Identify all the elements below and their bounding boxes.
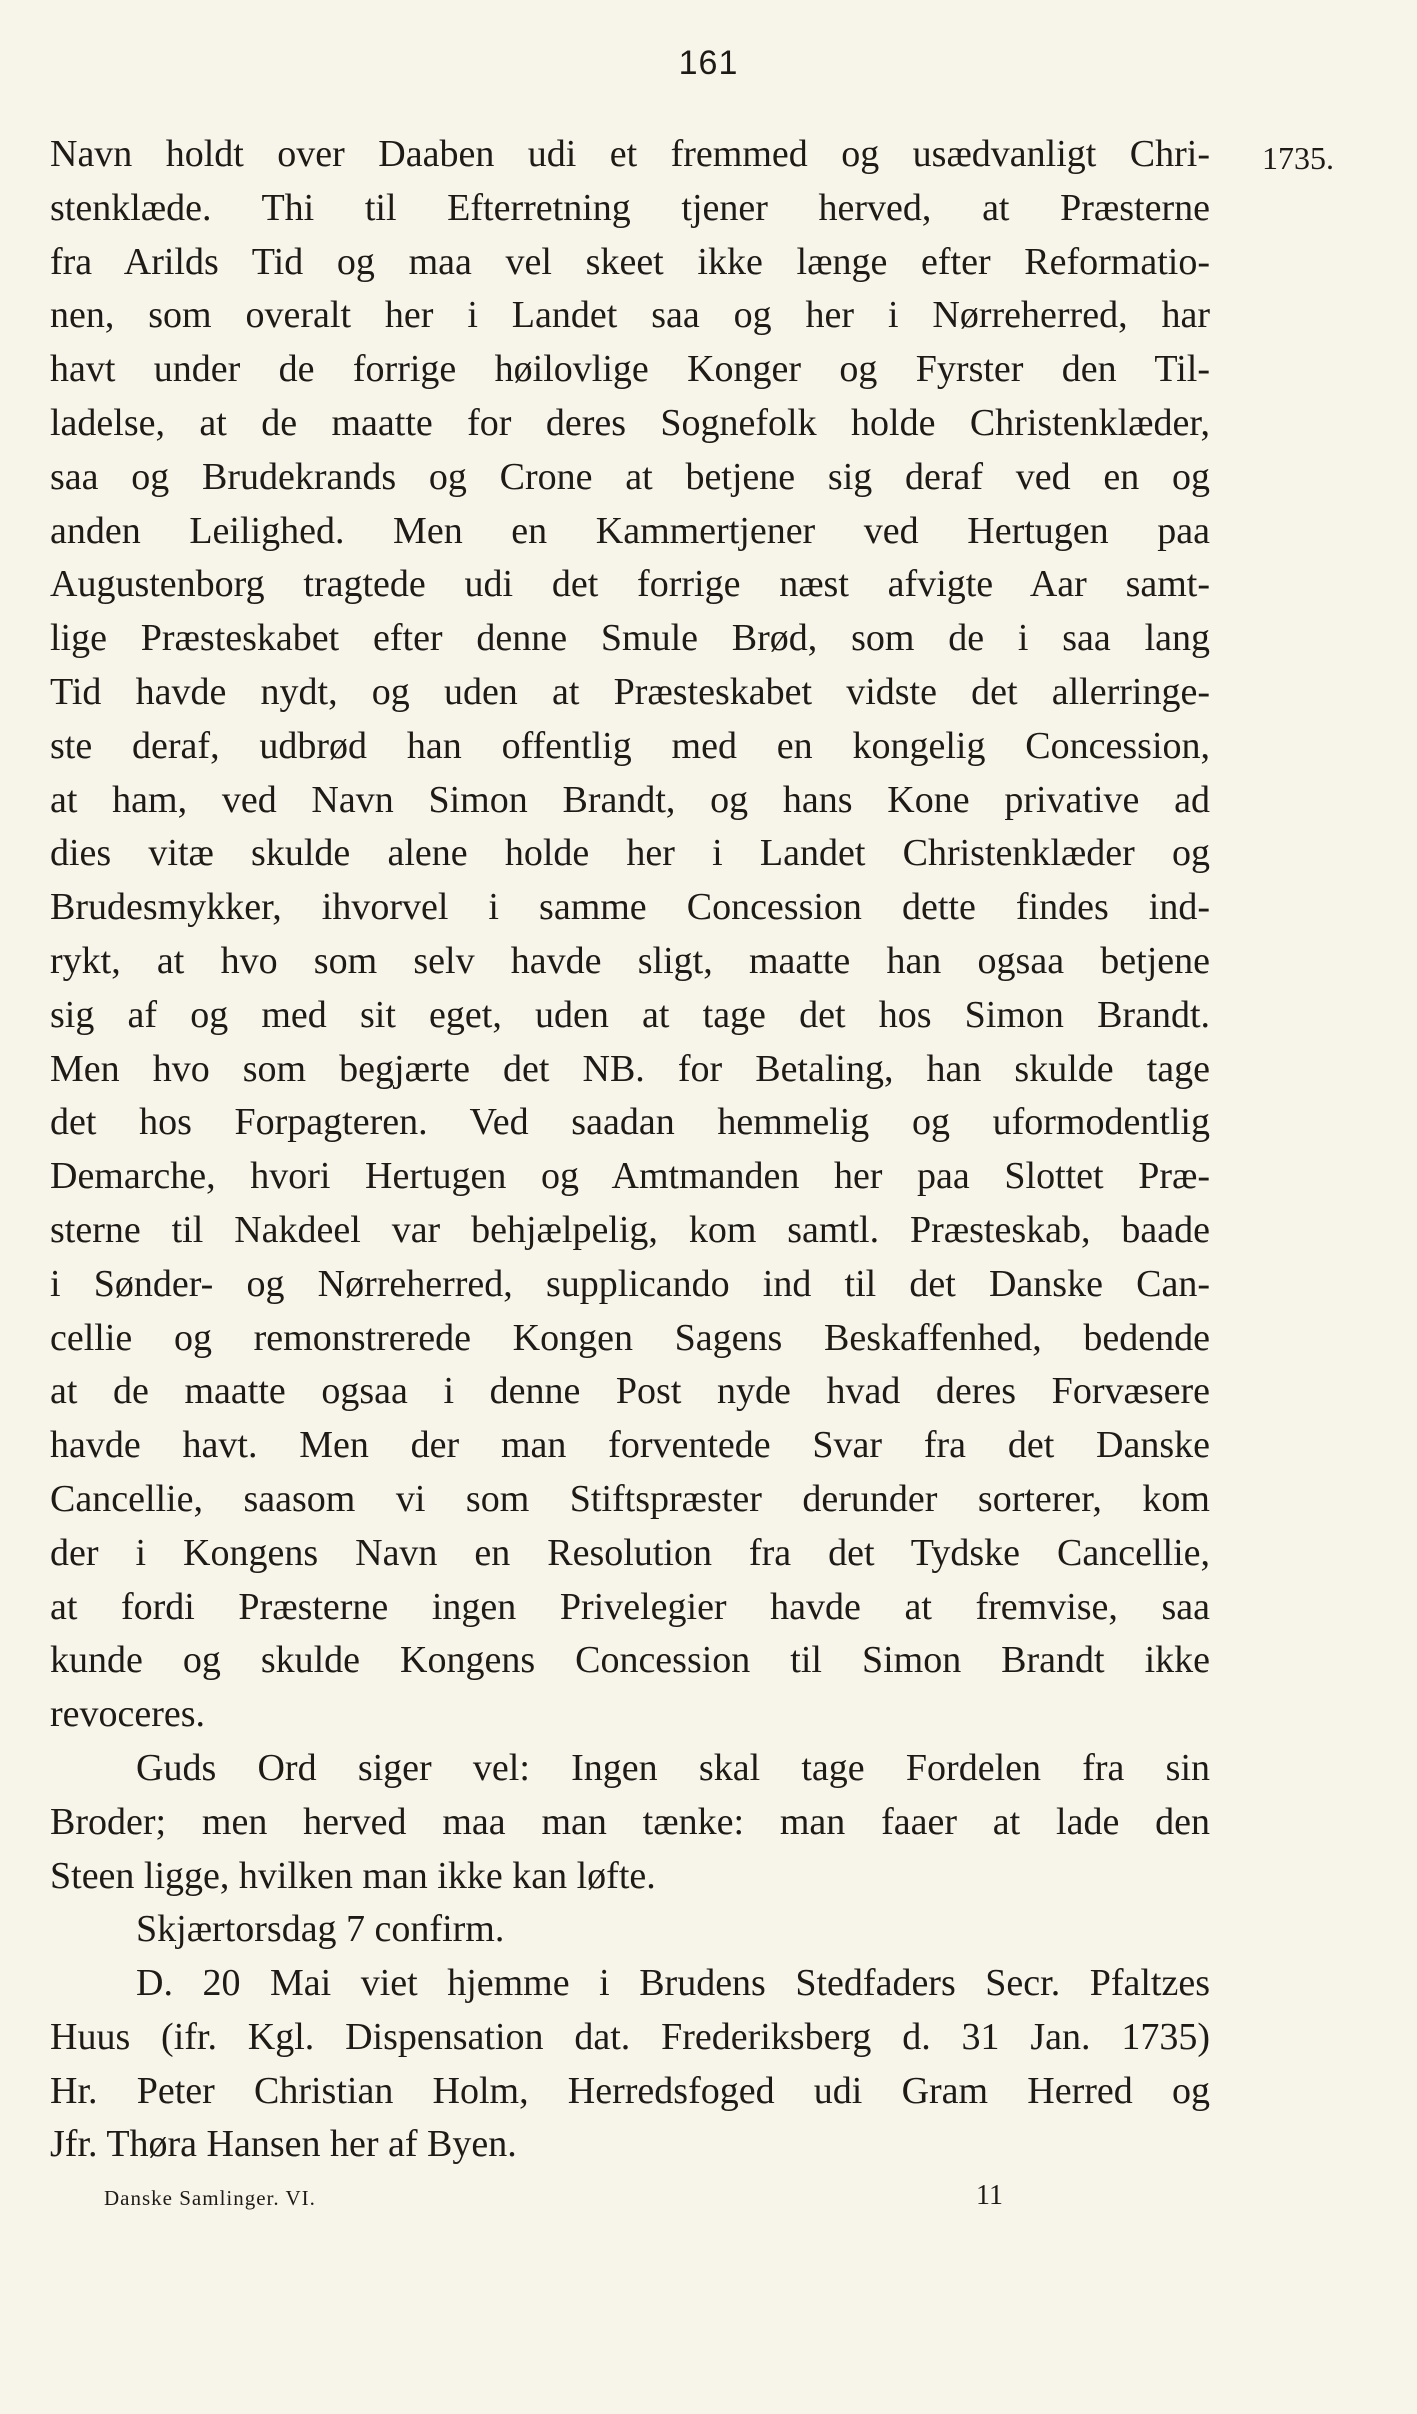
text-line: at fordi Præsterne ingen Privelegier havde at fremvise, saa	[50, 1585, 1210, 1628]
text-line: Jfr. Thøra Hansen her af Byen.	[50, 2123, 517, 2166]
text-line: lige Præsteskabet efter denne Smule Brød, som de i saa lang	[50, 617, 1210, 660]
text-line: stenklæde. Thi til Efterretning tjener herved, at Præsterne	[50, 186, 1210, 229]
text-line: Men hvo som begjærte det NB. for Betaling, han skulde tage	[50, 1047, 1210, 1090]
footer-signature-number: 11	[976, 2180, 1003, 2211]
text-line: Tid havde nydt, og uden at Præsteskabet vidste det allerringe-	[50, 670, 1210, 713]
text-line: rykt, at hvo som selv havde sligt, maatte han ogsaa betjene	[50, 939, 1210, 982]
text-line: ladelse, at de maatte for deres Sognefolk holde Christenklæder,	[50, 401, 1210, 444]
text-line: at ham, ved Navn Simon Brandt, og hans Kone privative ad	[50, 778, 1210, 821]
text-line: Demarche, hvori Hertugen og Amtmanden her paa Slottet Præ-	[50, 1155, 1210, 1198]
text-line: cellie og remonstrerede Kongen Sagens Beskaffenhed, bedende	[50, 1316, 1210, 1359]
text-line: der i Kongens Navn en Resolution fra det Tydske Cancellie,	[50, 1531, 1210, 1574]
text-line: Skjærtorsdag 7 confirm.	[136, 1908, 505, 1951]
text-line: revoceres.	[50, 1693, 206, 1736]
text-line: saa og Brudekrands og Crone at betjene sig deraf ved en og	[50, 455, 1210, 498]
page-number: 161	[678, 44, 739, 82]
text-line: sig af og med sit eget, uden at tage det hos Simon Brandt.	[50, 993, 1210, 1036]
text-line: havde havt. Men der man forventede Svar fra det Danske	[50, 1424, 1210, 1467]
text-line: Brudesmykker, ihvorvel i samme Concession dette findes ind-	[50, 886, 1210, 929]
text-line: Navn holdt over Daaben udi et fremmed og usædvanligt Chri-	[50, 133, 1210, 175]
text-line: dies vitæ skulde alene holde her i Landet Christenklæder og	[50, 832, 1210, 875]
margin-year-note: 1735.	[1262, 140, 1334, 176]
text-line: Broder; men herved maa man tænke: man faaer at lade den	[50, 1800, 1210, 1843]
text-line: kunde og skulde Kongens Concession til Simon Brandt ikke	[50, 1639, 1210, 1682]
text-line: Cancellie, saasom vi som Stiftspræster derunder sorterer, kom	[50, 1477, 1210, 1520]
text-line: Hr. Peter Christian Holm, Herredsfoged udi Gram Herred og	[50, 2069, 1210, 2112]
text-line: D. 20 Mai viet hjemme i Brudens Stedfaders Secr. Pfaltzes	[136, 1962, 1210, 2005]
body-text	[50, 128, 1210, 2172]
text-line: fra Arilds Tid og maa vel skeet ikke længe efter Reformatio-	[50, 240, 1210, 283]
text-line: at de maatte ogsaa i denne Post nyde hvad deres Forvæsere	[50, 1370, 1210, 1413]
footer-signature-title: Danske Samlinger. VI.	[104, 2186, 316, 2210]
text-line: Augustenborg tragtede udi det forrige næst afvigte Aar samt-	[50, 563, 1210, 606]
text-line: anden Leilighed. Men en Kammertjener ved Hertugen paa	[50, 509, 1210, 552]
text-line: i Sønder- og Nørreherred, supplicando ind til det Danske Can-	[50, 1262, 1210, 1305]
text-line: nen, som overalt her i Landet saa og her i Nørreherred, har	[50, 294, 1210, 337]
text-line: sterne til Nakdeel var behjælpelig, kom samtl. Præsteskab, baade	[50, 1208, 1210, 1251]
text-line: det hos Forpagteren. Ved saadan hemmelig og uformodentlig	[50, 1101, 1210, 1144]
text-line: Guds Ord siger vel: Ingen skal tage Fordelen fra sin	[136, 1746, 1210, 1789]
text-line: Steen ligge, hvilken man ikke kan løfte.	[50, 1854, 656, 1897]
text-line: ste deraf, udbrød han offentlig med en kongelig Concession,	[50, 724, 1210, 767]
text-line: havt under de forrige høilovlige Konger og Fyrster den Til-	[50, 348, 1210, 391]
text-line: Huus (ifr. Kgl. Dispensation dat. Frederiksberg d. 31 Jan. 1735)	[50, 2015, 1210, 2058]
